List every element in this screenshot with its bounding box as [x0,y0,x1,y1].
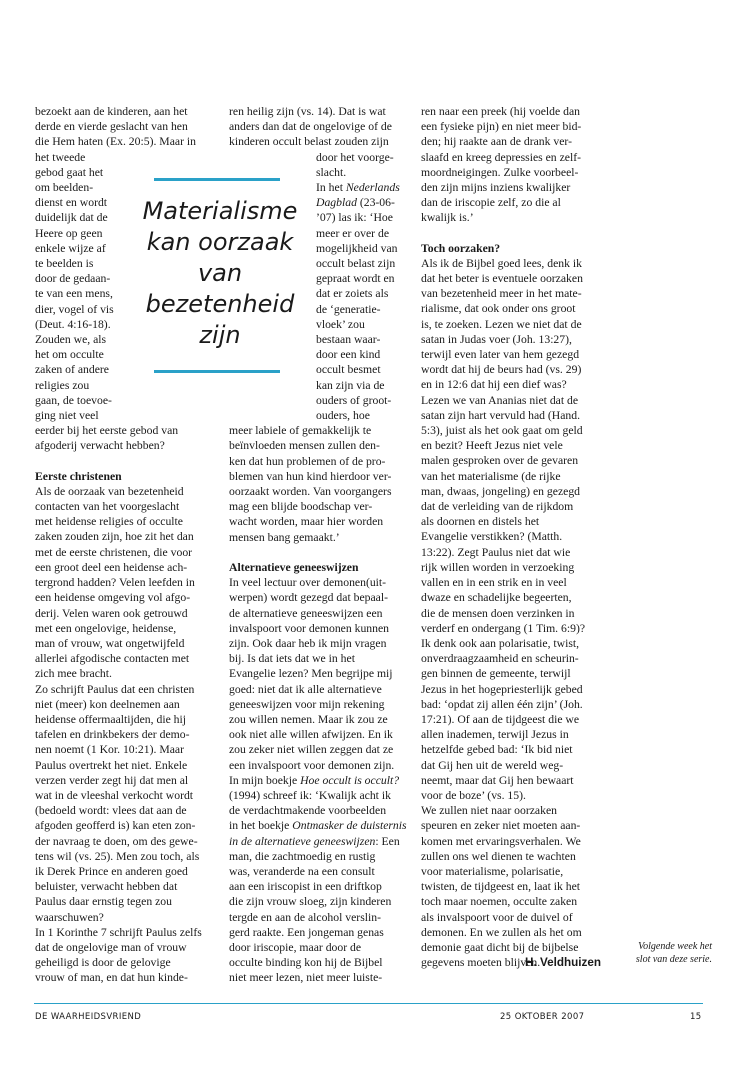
text-line: te beelden is [35,257,94,271]
text-line: blemen van hun kind hierdoor ver- [229,469,392,483]
pull-quote [126,176,314,376]
text-line: geneeswijzen voor mijn rekening [229,697,385,711]
text-line: de alternatieve geneeswijzen een [229,606,383,620]
text-line: heidense offermaaltijden, die hij [35,712,187,726]
series-note-line: Volgende week het [638,941,712,952]
text-line: meer er over de [316,226,390,240]
text-line: In mijn boekje Hoe occult is occult? [229,773,400,787]
text-line: Als ik de Bijbel goed lees, denk ik [421,256,582,270]
text-line: bij. Is dat iets dat we in het [229,652,355,666]
text-line: is, te zoeken. Lezen we niet dat de [421,317,582,331]
text-line: die de mensen doen verzinken in [421,606,575,620]
text-line: als doornen en distels het [421,515,540,529]
text-line: rialisme, dat ook onder ons groot [421,302,576,316]
text-line: den; hij raakte aan de drank ver- [421,135,572,149]
text-line: zou willen nemen. Maar ik zou ze [229,712,388,726]
text-line: occulte binding kon hij de Bijbel [229,956,383,970]
paragraph-gap [229,545,409,560]
paragraph-gap [35,454,225,469]
text-line: goed: niet dat ik alle alternatieve [229,682,382,696]
text-line: 5:3), juist als het ook gaat om geld [421,424,583,438]
text-line: en in 12:6 dat hij een dief was? [421,378,567,392]
text-line: allen inademen, terwijl Jezus in [421,728,569,742]
text-line: bestaan waar- [316,333,381,347]
text-line: slaafd en kreeg depressies en zelf- [421,150,581,164]
pull-quote-bottom-rule [154,370,280,373]
text-line: ging niet veel [35,409,99,423]
text-line: te van een mens, [35,287,113,301]
text-line: ook niet alle willen afwijzen. En ik [229,728,393,742]
text-line: contacten van het voorgeslacht [35,500,180,514]
text-line: het tweede [35,150,86,164]
text-line: den zijn mijns inziens kwalijker [421,181,571,195]
text-line: Zouden we, als [35,333,107,347]
text-line: door het voorge- [316,150,394,164]
text-line: dier, vogel of vis [35,302,114,316]
text-line: eerder bij het eerste gebod van [35,424,179,438]
text-line: zich mee bracht. [35,667,112,681]
pull-quote-top-rule [154,178,280,181]
pull-quote-line: Materialisme [142,197,298,225]
text-line: van het materialisme (de rijke [421,469,561,483]
article-column-3 [421,104,601,971]
text-line: enkele wijze af [35,241,106,255]
pull-quote-line: van bezetenheid [145,259,295,318]
text-line: terwijl even later van hem gezegd [421,348,580,362]
text-line: zaken zouden zijn, hoe zit het dan [35,530,194,544]
text-line: verderf en ondergang (1 Tim. 6:9)? [421,621,586,635]
text-line: ouders of groot- [316,393,392,407]
text-line: van bezetenheid meer in het mate- [421,287,582,301]
text-line: anders dan dat de ongelovige of de [229,120,392,134]
text-line: rijk willen worden in verzoeking [421,560,575,574]
text-line: in het boekje Ontmasker de duisternis [229,819,407,833]
text-line: door de gedaan- [35,272,111,286]
text-line: die Hem haten (Ex. 20:5). Maar in [35,135,196,149]
text-line: satan zijn hart vervuld had (Hand. [421,408,581,422]
text-line: komen met ervaringsverhalen. We [421,834,581,848]
text-line: een invalspoort voor demonen zijn. [229,758,395,772]
text-line: een groot deel een heidense ach- [35,560,188,574]
text-line: zou zeker niet willen zeggen dat ze [229,743,394,757]
pull-quote-line: kan oorzaak [146,228,294,256]
text-line: mensen bang gemaakt.’ [229,530,340,544]
text-line: Ik denk ook aan polarisatie, twist, [421,636,580,650]
text-line: (1994) schreef ik: ‘Kwalijk acht ik [229,788,391,802]
text-line: derde en vierde geslacht van hen [35,120,188,134]
text-line: ken dat hun problemen of de pro- [229,454,386,468]
footer-publication: DE WAARHEIDSVRIEND [35,1012,142,1022]
text-line: voor de boze’ (vs. 15). [421,788,526,802]
text-line: 13:22). Zegt Paulus niet dat wie [421,545,571,559]
text-line: In veel lectuur over demonen(uit- [229,576,387,590]
footer-page-number: 15 [690,1012,702,1022]
text-line: niet meer lezen, niet meer luiste- [229,971,383,985]
text-line: gegevens moeten blijven. [421,956,541,970]
paragraph-gap [421,226,601,241]
text-line: Paulus overtrekt het niet. Enkele [35,758,188,772]
text-line: wacht worden, maar hier worden [229,515,384,529]
text-line: waarschuwen? [35,910,104,924]
text-line: kinderen occult belast zouden zijn [229,135,389,149]
text-line: Zo schrijft Paulus dat een christen [35,682,195,696]
text-line: die zijn vrouw sloeg, zijn kinderen [229,895,392,909]
text-line: met de eerste christenen, die voor [35,545,193,559]
text-line: Evangelie lezen? Men begrijpe mij [229,667,393,681]
text-line: afgoderij verwacht hebben? [35,439,165,453]
text-line: gepraat wordt en [316,272,395,286]
text-line: dan de iriscopie zelf, zo die al [421,196,561,210]
text-line: mogelijkheid van [316,241,398,255]
text-line: der navraag te doen, om des gewe- [35,834,198,848]
text-line: wordt dat hij de beurs had (vs. 29) [421,363,582,377]
text-line: man, dwaas, jongeling) en gezegd [421,484,581,498]
text-line: de verdachtmakende voorbeelden [229,804,387,818]
text-line: in de alternatieve geneeswijzen: Een [229,834,400,848]
text-line: occult besmet [316,363,381,377]
text-line: 17:21). Of aan de tijdgeest die we [421,712,580,726]
text-line: zijn. Ook daar heb ik mijn vragen [229,636,387,650]
text-line: met een ongelovige, heidense, [35,621,177,635]
text-line: ren naar een preek (hij voelde dan [421,105,580,118]
text-line: ren heilig zijn (vs. 14). Dat is wat [229,105,386,118]
pull-quote-text [126,196,314,351]
text-line: moordneigingen. Zulke voorbeel- [421,165,579,179]
text-line: toch maar noemen, occulte zaken [421,895,578,909]
text-line: mag een blijde boodschap ver- [229,500,373,514]
section-heading: Eerste christenen [35,469,122,483]
text-line: (Deut. 4:16-18). [35,317,111,331]
text-line: dat het beter is eventuele oorzaken [421,272,583,286]
text-line: bad: ‘opdat zij allen één zijn’ (Joh. [421,697,583,711]
text-line: was, veranderde na een consult [229,864,375,878]
text-line: beïnvloeden mensen zullen den- [229,439,380,453]
text-line: neemt, maar dat Gij hen bewaart [421,773,574,787]
text-line: verzen verder zegt hij dat men al [35,773,189,787]
text-line: gaan, de toevoe- [35,393,112,407]
text-line: tergde en aan de alcohol verslin- [229,910,381,924]
text-line: tafelen en drinkbekers der demo- [35,728,190,742]
text-line: geheiligd is door de gelovige [35,956,171,970]
text-line: tergrond hadden? Velen leefden in [35,576,195,590]
text-line: (bedoeld wordt: vlees dat aan de [35,804,187,818]
text-line: bezoekt aan de kinderen, aan het [35,105,188,118]
text-line: dat Gij hen uit de wereld weg- [421,758,564,772]
text-line: vrouw of man, en dat hun kinde- [35,971,188,985]
section-heading: Alternatieve geneeswijzen [229,560,359,574]
text-line: slacht. [316,165,347,179]
text-line: Evangelie verstikken? (Matth. [421,530,563,544]
text-line: zaken of andere [35,363,109,377]
text-line: om beelden- [35,181,94,195]
text-line: aan een iriscopist in een driftkop [229,880,382,894]
text-line: demonen. En we zullen als het om [421,925,582,939]
text-line: afgoden geofferd is) kan eten zon- [35,819,196,833]
text-line: dat de ongelovige man of vrouw [35,940,187,954]
text-line: dwaze en schadelijke begeerten, [421,591,572,605]
text-line: het om occulte [35,348,104,362]
text-line: Heere op geen [35,226,103,240]
text-line: kan zijn via de [316,378,385,392]
text-line: ouders, hoe [316,409,370,423]
text-line: twisten, de tijdgeest en, laat ik het [421,880,581,894]
text-line: speuren en zeker niet moeten aan- [421,819,581,833]
text-line: een heidense omgeving vol afgo- [35,591,191,605]
text-line: zullen ons wel dienen te wachten [421,849,576,863]
text-line: werpen) wordt gezegd dat bepaal- [229,591,389,605]
text-line: malen gesproken over de gevaren [421,454,579,468]
pull-quote-line: zijn [199,321,241,349]
text-line: met heidense religies of occulte [35,515,183,529]
series-note [612,940,712,966]
text-line: man of vrouw, wat ongetwijfeld [35,636,185,650]
text-line: Paulus daar ernstig tegen zou [35,895,172,909]
text-line: hetzelfde gebed bad: ‘Ik bid niet [421,743,573,757]
text-line: man, die zachtmoedig en rustig [229,849,376,863]
text-line: gebod gaat het [35,165,104,179]
footer-rule [34,1003,703,1004]
text-line: allerlei afgodische contacten met [35,652,190,666]
text-line: ’07) las ik: ‘Hoe [316,211,393,225]
text-line: demonie gaat dicht bij de bijbelse [421,940,579,954]
text-line: In het Nederlands [316,181,400,195]
text-line: dat de verleiding van de rijkdom [421,500,574,514]
text-line: derij. Velen waren ook getrouwd [35,606,188,620]
text-line: niet (meer) kon deelnemen aan [35,697,180,711]
section-heading: Toch oorzaken? [421,241,501,255]
text-line: gerd raakte. Een jongeman genas [229,925,384,939]
text-line: tens wil (vs. 25). Men zou toch, als [35,849,200,863]
text-line: door een kind [316,348,381,362]
text-line: Lezen we van Ananias niet dat de [421,393,579,407]
text-line: oorzaakt worden. Van voorgangers [229,485,392,499]
text-line: dat er zoiets als [316,287,389,301]
text-line: wat in de vleeshal verkocht wordt [35,788,194,802]
text-line: meer labiele of gemakkelijk te [229,424,372,438]
footer-date: 25 OKTOBER 2007 [500,1012,585,1022]
text-line: dienst en wordt [35,196,108,210]
series-note-line: slot van deze serie. [635,954,712,965]
text-line: door iriscopie, maar door de [229,940,362,954]
text-line: nen noemt (1 Kor. 10:21). Maar [35,743,184,757]
text-line: de ‘generatie- [316,302,381,316]
text-line: vloek’ zou [316,317,365,331]
text-line: invalspoort voor demonen kunnen [229,621,390,635]
text-line: We zullen niet naar oorzaken [421,804,557,818]
text-line: voor materialisme, polarisatie, [421,864,564,878]
author-signature: H. Veldhuizen [525,956,601,970]
text-line: kwalijk is.’ [421,211,474,225]
text-line: occult belast zijn [316,257,396,271]
text-line: een fysieke pijn) en niet meer bid- [421,120,582,134]
text-line: en bezit? Heeft Jezus niet vele [421,439,563,453]
text-line: beluister, verwacht hebben dat [35,880,178,894]
text-line: Dagblad (23-06- [316,196,395,210]
text-line: duidelijk dat de [35,211,108,225]
text-line: ik Derek Prince en anderen goed [35,864,188,878]
text-line: Als de oorzaak van bezetenheid [35,484,184,498]
text-line: vallen en in een strik en in veel [421,576,567,590]
text-line: gen binnen de gemeente, terwijl [421,667,571,681]
text-line: Jezus in het hogepriesterlijk gebed [421,682,583,696]
text-line: onverdraagzaamheid en scheurin- [421,652,579,666]
text-line: religies zou [35,378,90,392]
text-line: satan in Judas voer (Joh. 13:27), [421,332,572,346]
text-line: In 1 Korinthe 7 schrijft Paulus zelfs [35,925,202,939]
text-line: als invalspoort voor de duivel of [421,910,573,924]
